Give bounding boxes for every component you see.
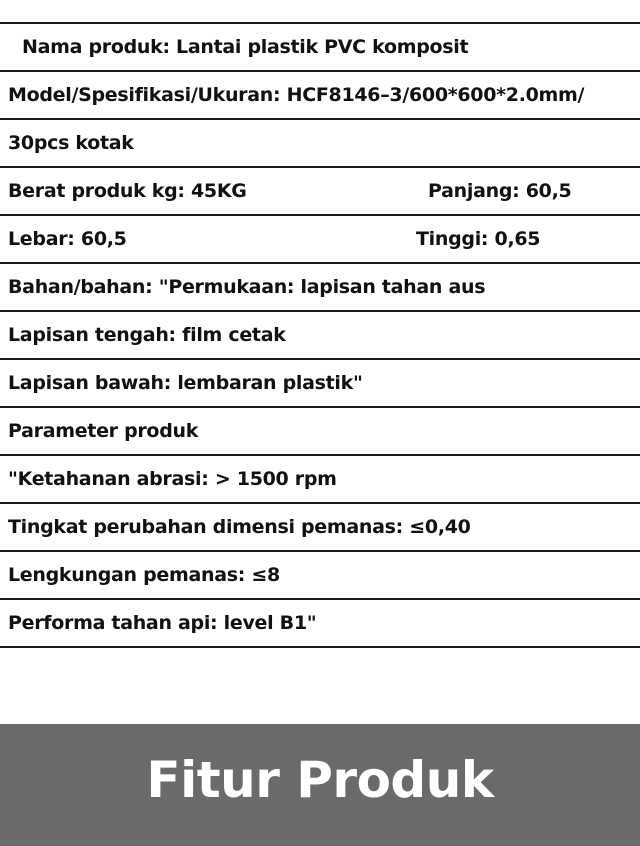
height-text: Tinggi: 0,65: [416, 228, 541, 250]
product-spec-table: [0, 22, 640, 648]
product-name-text: Nama produk: Lantai plastik PVC komposit: [22, 36, 469, 58]
banner-title: Fitur Produk: [146, 751, 494, 809]
length-text: Panjang: 60,5: [428, 180, 572, 202]
weight-text: Berat produk kg: 45KG: [8, 180, 247, 202]
abrasion-text: "Ketahanan abrasi: > 1500 rpm: [8, 468, 337, 490]
spec-row-bottom-layer: [0, 360, 640, 408]
material-text: Bahan/bahan: "Permukaan: lapisan tahan aus: [8, 276, 486, 298]
spec-row-weight-length: [0, 168, 640, 216]
heating-curvature-text: Lengkungan pemanas: ≤8: [8, 564, 280, 586]
product-features-banner: [0, 724, 640, 846]
spec-row-middle-layer: [0, 312, 640, 360]
spec-row-material: [0, 264, 640, 312]
spec-row-dimension-change: [0, 504, 640, 552]
model-spec-text: Model/Spesifikasi/Ukuran: HCF8146–3/600*600*2.0mm/: [8, 84, 585, 106]
package-text: 30pcs kotak: [8, 132, 134, 154]
spec-row-fire-performance: [0, 600, 640, 648]
spec-row-parameter-heading: [0, 408, 640, 456]
spec-row-product-name: [0, 24, 640, 72]
spec-row-package: [0, 120, 640, 168]
parameter-heading-text: Parameter produk: [8, 420, 199, 442]
width-text: Lebar: 60,5: [8, 228, 127, 250]
spec-row-heating-curvature: [0, 552, 640, 600]
middle-layer-text: Lapisan tengah: film cetak: [8, 324, 286, 346]
spec-row-model: [0, 72, 640, 120]
spec-row-abrasion: [0, 456, 640, 504]
spec-row-width-height: [0, 216, 640, 264]
fire-performance-text: Performa tahan api: level B1": [8, 612, 317, 634]
bottom-layer-text: Lapisan bawah: lembaran plastik": [8, 372, 363, 394]
dimension-change-text: Tingkat perubahan dimensi pemanas: ≤0,40: [8, 516, 471, 538]
